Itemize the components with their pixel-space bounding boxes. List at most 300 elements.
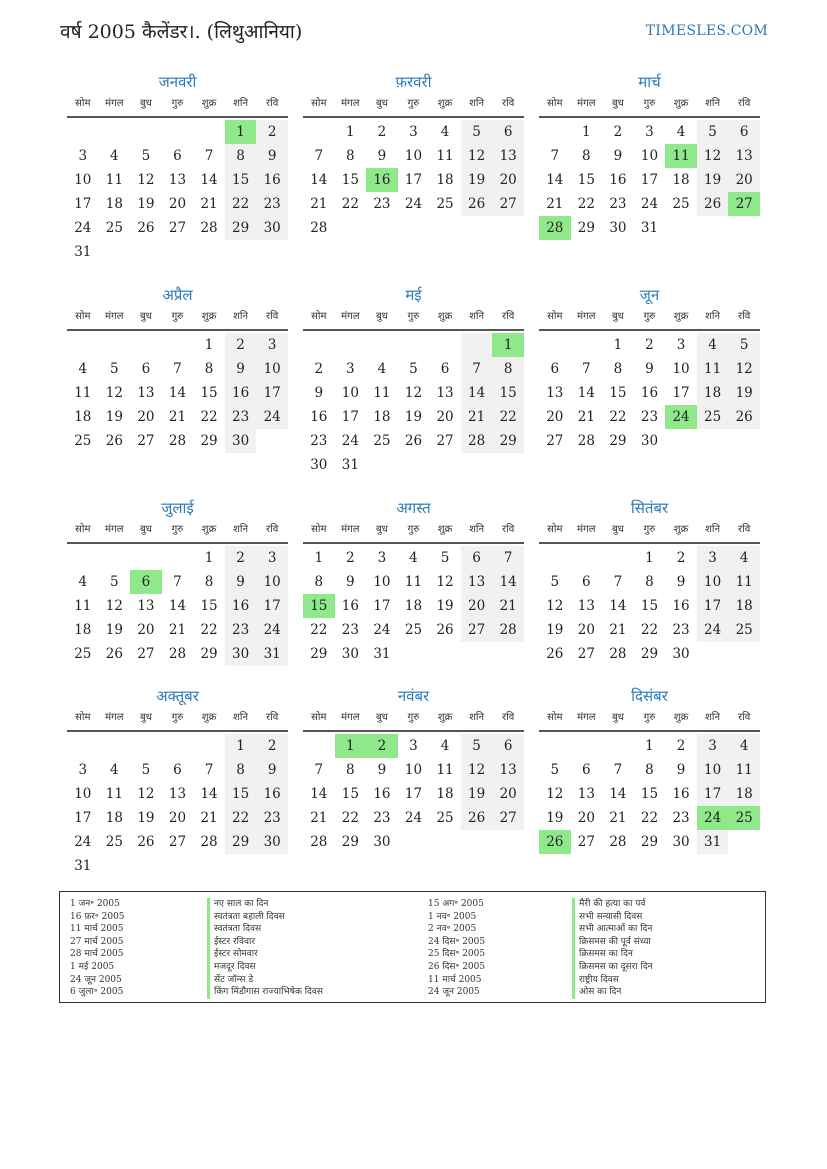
day-cell[interactable]: 12 (728, 357, 760, 381)
day-cell[interactable]: 3 (409, 124, 418, 140)
day-cell[interactable]: 23 (640, 409, 659, 425)
day-cell[interactable]: 25 (728, 618, 760, 642)
day-cell[interactable]: 19 (137, 810, 155, 826)
day-cell[interactable]: 2 (676, 550, 686, 566)
day-cell[interactable]: 18 (728, 594, 760, 618)
day-cell[interactable]: 29 (225, 216, 257, 240)
day-cell[interactable]: 10 (404, 762, 423, 778)
day-cell[interactable]: 3 (78, 762, 88, 778)
day-cell[interactable]: 17 (74, 196, 92, 212)
day-cell[interactable]: 4 (110, 762, 119, 778)
day-cell[interactable]: 14 (546, 172, 564, 188)
day-cell[interactable]: 16 (366, 168, 398, 192)
day-cell[interactable]: 1 (225, 734, 257, 758)
day-cell[interactable]: 15 (303, 594, 335, 618)
day-cell[interactable]: 20 (577, 622, 595, 638)
day-cell[interactable]: 22 (225, 806, 257, 830)
day-cell[interactable]: 11 (373, 385, 391, 401)
day-cell[interactable]: 1 (346, 124, 355, 140)
day-cell[interactable]: 27 (492, 806, 524, 830)
day-cell[interactable]: 27 (137, 433, 155, 449)
day-cell[interactable]: 6 (582, 762, 591, 778)
day-cell[interactable]: 3 (346, 361, 355, 377)
day-cell[interactable]: 7 (613, 762, 623, 778)
day-cell[interactable]: 9 (645, 361, 654, 377)
day-cell[interactable]: 4 (728, 546, 760, 570)
day-cell[interactable]: 27 (137, 646, 155, 662)
day-cell[interactable]: 21 (461, 405, 493, 429)
day-cell[interactable]: 10 (697, 758, 729, 782)
day-cell[interactable]: 2 (225, 333, 257, 357)
day-cell[interactable]: 12 (404, 385, 423, 401)
day-cell[interactable]: 16 (341, 598, 359, 614)
day-cell[interactable]: 17 (672, 385, 690, 401)
day-cell[interactable]: 12 (546, 786, 564, 802)
day-cell[interactable]: 5 (550, 762, 560, 778)
day-cell[interactable]: 9 (377, 762, 387, 778)
day-cell[interactable]: 5 (110, 574, 119, 590)
day-cell[interactable]: 5 (440, 550, 450, 566)
day-cell[interactable]: 28 (609, 834, 627, 850)
day-cell[interactable]: 25 (436, 196, 454, 212)
day-cell[interactable]: 29 (200, 433, 218, 449)
day-cell[interactable]: 4 (78, 361, 88, 377)
day-cell[interactable]: 5 (697, 120, 729, 144)
day-cell[interactable]: 14 (577, 385, 595, 401)
day-cell[interactable]: 29 (310, 646, 328, 662)
day-cell[interactable]: 18 (436, 172, 454, 188)
day-cell[interactable]: 31 (640, 220, 659, 236)
day-cell[interactable]: 4 (440, 738, 450, 754)
day-cell[interactable]: 18 (373, 409, 391, 425)
day-cell[interactable]: 23 (225, 618, 257, 642)
day-cell[interactable]: 23 (256, 806, 288, 830)
day-cell[interactable]: 28 (609, 646, 627, 662)
day-cell[interactable]: 26 (546, 646, 564, 662)
day-cell[interactable]: 13 (137, 598, 155, 614)
day-cell[interactable]: 11 (697, 357, 729, 381)
day-cell[interactable]: 4 (440, 124, 450, 140)
day-cell[interactable]: 28 (539, 216, 571, 240)
day-cell[interactable]: 18 (105, 196, 123, 212)
day-cell[interactable]: 31 (74, 244, 92, 260)
day-cell[interactable]: 7 (492, 546, 524, 570)
day-cell[interactable]: 6 (582, 574, 591, 590)
day-cell[interactable]: 4 (728, 734, 760, 758)
day-cell[interactable]: 19 (436, 598, 454, 614)
day-cell[interactable]: 9 (676, 574, 686, 590)
day-cell[interactable]: 1 (335, 734, 367, 758)
day-cell[interactable]: 31 (373, 646, 391, 662)
day-cell[interactable]: 29 (341, 834, 359, 850)
day-cell[interactable]: 16 (225, 381, 257, 405)
day-cell[interactable]: 27 (461, 618, 493, 642)
day-cell[interactable]: 19 (461, 782, 493, 806)
day-cell[interactable]: 13 (577, 598, 595, 614)
day-cell[interactable]: 15 (609, 385, 627, 401)
day-cell[interactable]: 26 (436, 622, 454, 638)
day-cell[interactable]: 2 (256, 734, 288, 758)
day-cell[interactable]: 3 (645, 124, 654, 140)
day-cell[interactable]: 26 (137, 834, 155, 850)
day-cell[interactable]: 28 (310, 834, 328, 850)
day-cell[interactable]: 15 (640, 786, 659, 802)
day-cell[interactable]: 22 (577, 196, 595, 212)
day-cell[interactable]: 5 (141, 762, 151, 778)
day-cell[interactable]: 27 (436, 433, 454, 449)
day-cell[interactable]: 2 (225, 546, 257, 570)
day-cell[interactable]: 18 (697, 381, 729, 405)
day-cell[interactable]: 9 (256, 144, 288, 168)
day-cell[interactable]: 23 (225, 405, 257, 429)
day-cell[interactable]: 11 (665, 144, 697, 168)
day-cell[interactable]: 26 (461, 192, 493, 216)
day-cell[interactable]: 2 (613, 124, 623, 140)
day-cell[interactable]: 14 (461, 381, 493, 405)
day-cell[interactable]: 1 (645, 738, 654, 754)
day-cell[interactable]: 20 (577, 810, 595, 826)
day-cell[interactable]: 24 (665, 405, 697, 429)
day-cell[interactable]: 19 (137, 196, 155, 212)
day-cell[interactable]: 31 (697, 830, 729, 854)
day-cell[interactable]: 21 (609, 810, 627, 826)
day-cell[interactable]: 9 (314, 385, 324, 401)
day-cell[interactable]: 22 (200, 622, 218, 638)
day-cell[interactable]: 1 (314, 550, 324, 566)
day-cell[interactable]: 30 (609, 220, 627, 236)
day-cell[interactable]: 26 (137, 220, 155, 236)
day-cell[interactable]: 10 (74, 172, 92, 188)
day-cell[interactable]: 18 (728, 782, 760, 806)
day-cell[interactable]: 23 (609, 196, 627, 212)
day-cell[interactable]: 21 (310, 810, 328, 826)
day-cell[interactable]: 24 (256, 405, 288, 429)
day-cell[interactable]: 28 (577, 433, 595, 449)
day-cell[interactable]: 30 (672, 834, 690, 850)
day-cell[interactable]: 29 (492, 429, 524, 453)
day-cell[interactable]: 1 (613, 337, 623, 353)
day-cell[interactable]: 9 (346, 574, 355, 590)
day-cell[interactable]: 18 (105, 810, 123, 826)
day-cell[interactable]: 28 (200, 834, 218, 850)
day-cell[interactable]: 23 (310, 433, 328, 449)
day-cell[interactable]: 11 (404, 574, 423, 590)
day-cell[interactable]: 18 (404, 598, 423, 614)
day-cell[interactable]: 11 (74, 385, 92, 401)
day-cell[interactable]: 8 (225, 758, 257, 782)
day-cell[interactable]: 1 (204, 337, 214, 353)
day-cell[interactable]: 9 (613, 148, 623, 164)
day-cell[interactable]: 14 (609, 598, 627, 614)
day-cell[interactable]: 4 (78, 574, 88, 590)
day-cell[interactable]: 19 (546, 810, 564, 826)
day-cell[interactable]: 23 (373, 810, 391, 826)
day-cell[interactable]: 27 (577, 834, 595, 850)
day-cell[interactable]: 13 (492, 144, 524, 168)
day-cell[interactable]: 21 (168, 622, 187, 638)
day-cell[interactable]: 8 (613, 361, 623, 377)
day-cell[interactable]: 19 (546, 622, 564, 638)
day-cell[interactable]: 7 (461, 357, 493, 381)
day-cell[interactable]: 16 (256, 782, 288, 806)
brand-link[interactable]: TIMESLES.COM (645, 23, 768, 39)
day-cell[interactable]: 8 (204, 361, 214, 377)
day-cell[interactable]: 12 (436, 574, 454, 590)
day-cell[interactable]: 15 (577, 172, 595, 188)
day-cell[interactable]: 21 (200, 196, 218, 212)
day-cell[interactable]: 19 (728, 381, 760, 405)
day-cell[interactable]: 22 (200, 409, 218, 425)
day-cell[interactable]: 25 (74, 433, 92, 449)
day-cell[interactable]: 11 (436, 762, 454, 778)
day-cell[interactable]: 15 (341, 172, 359, 188)
day-cell[interactable]: 7 (314, 762, 324, 778)
day-cell[interactable]: 29 (225, 830, 257, 854)
day-cell[interactable]: 12 (461, 144, 493, 168)
day-cell[interactable]: 3 (377, 550, 387, 566)
day-cell[interactable]: 12 (137, 786, 155, 802)
day-cell[interactable]: 3 (697, 734, 729, 758)
day-cell[interactable]: 10 (256, 357, 288, 381)
day-cell[interactable]: 25 (105, 220, 123, 236)
day-cell[interactable]: 29 (640, 834, 659, 850)
day-cell[interactable]: 9 (676, 762, 686, 778)
day-cell[interactable]: 11 (436, 148, 454, 164)
day-cell[interactable]: 24 (640, 196, 659, 212)
day-cell[interactable]: 13 (436, 385, 454, 401)
day-cell[interactable]: 21 (310, 196, 328, 212)
day-cell[interactable]: 21 (609, 622, 627, 638)
day-cell[interactable]: 12 (105, 385, 123, 401)
day-cell[interactable]: 11 (728, 758, 760, 782)
day-cell[interactable]: 5 (409, 361, 418, 377)
day-cell[interactable]: 6 (550, 361, 560, 377)
day-cell[interactable]: 5 (461, 734, 493, 758)
day-cell[interactable]: 20 (546, 409, 564, 425)
day-cell[interactable]: 26 (697, 192, 729, 216)
day-cell[interactable]: 26 (105, 646, 123, 662)
day-cell[interactable]: 1 (204, 550, 214, 566)
day-cell[interactable]: 24 (404, 196, 423, 212)
day-cell[interactable]: 14 (310, 786, 328, 802)
day-cell[interactable]: 22 (310, 622, 328, 638)
day-cell[interactable]: 28 (461, 429, 493, 453)
day-cell[interactable]: 9 (377, 148, 387, 164)
day-cell[interactable]: 22 (492, 405, 524, 429)
day-cell[interactable]: 27 (728, 192, 760, 216)
day-cell[interactable]: 5 (461, 120, 493, 144)
day-cell[interactable]: 2 (377, 124, 387, 140)
day-cell[interactable]: 20 (436, 409, 454, 425)
day-cell[interactable]: 19 (105, 622, 123, 638)
day-cell[interactable]: 15 (225, 782, 257, 806)
day-cell[interactable]: 13 (546, 385, 564, 401)
day-cell[interactable]: 14 (168, 385, 187, 401)
day-cell[interactable]: 27 (492, 192, 524, 216)
day-cell[interactable]: 16 (672, 598, 690, 614)
day-cell[interactable]: 24 (697, 806, 729, 830)
day-cell[interactable]: 14 (609, 786, 627, 802)
day-cell[interactable]: 8 (645, 762, 654, 778)
day-cell[interactable]: 15 (225, 168, 257, 192)
day-cell[interactable]: 2 (645, 337, 654, 353)
day-cell[interactable]: 27 (168, 220, 187, 236)
day-cell[interactable]: 22 (640, 810, 659, 826)
day-cell[interactable]: 25 (105, 834, 123, 850)
day-cell[interactable]: 30 (256, 216, 288, 240)
day-cell[interactable]: 2 (676, 738, 686, 754)
day-cell[interactable]: 29 (200, 646, 218, 662)
day-cell[interactable]: 15 (200, 385, 218, 401)
day-cell[interactable]: 26 (539, 830, 571, 854)
day-cell[interactable]: 29 (609, 433, 627, 449)
day-cell[interactable]: 17 (697, 782, 729, 806)
day-cell[interactable]: 27 (546, 433, 564, 449)
day-cell[interactable]: 24 (404, 810, 423, 826)
day-cell[interactable]: 31 (341, 457, 359, 473)
day-cell[interactable]: 3 (697, 546, 729, 570)
day-cell[interactable]: 25 (697, 405, 729, 429)
day-cell[interactable]: 22 (640, 622, 659, 638)
day-cell[interactable]: 18 (436, 786, 454, 802)
day-cell[interactable]: 10 (672, 361, 690, 377)
day-cell[interactable]: 19 (697, 168, 729, 192)
day-cell[interactable]: 12 (546, 598, 564, 614)
day-cell[interactable]: 10 (404, 148, 423, 164)
day-cell[interactable]: 27 (168, 834, 187, 850)
day-cell[interactable]: 25 (672, 196, 690, 212)
day-cell[interactable]: 25 (728, 806, 760, 830)
day-cell[interactable]: 9 (225, 570, 257, 594)
day-cell[interactable]: 15 (200, 598, 218, 614)
day-cell[interactable]: 17 (404, 172, 423, 188)
day-cell[interactable]: 7 (613, 574, 623, 590)
day-cell[interactable]: 13 (492, 758, 524, 782)
day-cell[interactable]: 10 (256, 570, 288, 594)
day-cell[interactable]: 19 (404, 409, 423, 425)
day-cell[interactable]: 6 (492, 120, 524, 144)
day-cell[interactable]: 28 (310, 220, 328, 236)
day-cell[interactable]: 3 (409, 738, 418, 754)
day-cell[interactable]: 16 (672, 786, 690, 802)
day-cell[interactable]: 6 (461, 546, 493, 570)
day-cell[interactable]: 30 (640, 433, 659, 449)
day-cell[interactable]: 19 (105, 409, 123, 425)
day-cell[interactable]: 25 (436, 810, 454, 826)
day-cell[interactable]: 2 (346, 550, 355, 566)
day-cell[interactable]: 17 (404, 786, 423, 802)
day-cell[interactable]: 1 (582, 124, 591, 140)
day-cell[interactable]: 9 (256, 758, 288, 782)
day-cell[interactable]: 9 (225, 357, 257, 381)
day-cell[interactable]: 4 (409, 550, 418, 566)
day-cell[interactable]: 13 (137, 385, 155, 401)
day-cell[interactable]: 30 (256, 830, 288, 854)
day-cell[interactable]: 30 (225, 429, 257, 453)
day-cell[interactable]: 22 (341, 196, 359, 212)
day-cell[interactable]: 31 (74, 858, 92, 874)
day-cell[interactable]: 5 (728, 333, 760, 357)
day-cell[interactable]: 15 (341, 786, 359, 802)
day-cell[interactable]: 26 (105, 433, 123, 449)
day-cell[interactable]: 27 (577, 646, 595, 662)
day-cell[interactable]: 5 (110, 361, 119, 377)
day-cell[interactable]: 24 (74, 220, 92, 236)
day-cell[interactable]: 7 (550, 148, 560, 164)
day-cell[interactable]: 4 (697, 333, 729, 357)
day-cell[interactable]: 21 (577, 409, 595, 425)
day-cell[interactable]: 14 (492, 570, 524, 594)
day-cell[interactable]: 20 (168, 810, 187, 826)
day-cell[interactable]: 17 (256, 594, 288, 618)
day-cell[interactable]: 28 (168, 433, 187, 449)
day-cell[interactable]: 13 (168, 786, 187, 802)
day-cell[interactable]: 10 (341, 385, 359, 401)
day-cell[interactable]: 5 (550, 574, 560, 590)
day-cell[interactable]: 13 (461, 570, 493, 594)
day-cell[interactable]: 4 (377, 361, 387, 377)
day-cell[interactable]: 8 (492, 357, 524, 381)
day-cell[interactable]: 24 (697, 618, 729, 642)
day-cell[interactable]: 6 (728, 120, 760, 144)
day-cell[interactable]: 20 (168, 196, 187, 212)
day-cell[interactable]: 6 (141, 361, 151, 377)
day-cell[interactable]: 20 (728, 168, 760, 192)
day-cell[interactable]: 26 (461, 806, 493, 830)
day-cell[interactable]: 14 (310, 172, 328, 188)
day-cell[interactable]: 16 (310, 409, 328, 425)
day-cell[interactable]: 25 (74, 646, 92, 662)
day-cell[interactable]: 26 (404, 433, 423, 449)
day-cell[interactable]: 8 (582, 148, 591, 164)
day-cell[interactable]: 1 (225, 120, 257, 144)
day-cell[interactable]: 14 (200, 786, 218, 802)
day-cell[interactable]: 20 (461, 594, 493, 618)
day-cell[interactable]: 3 (78, 148, 88, 164)
day-cell[interactable]: 22 (341, 810, 359, 826)
day-cell[interactable]: 16 (256, 168, 288, 192)
day-cell[interactable]: 28 (492, 618, 524, 642)
day-cell[interactable]: 7 (204, 762, 214, 778)
day-cell[interactable]: 20 (492, 168, 524, 192)
day-cell[interactable]: 23 (672, 810, 690, 826)
day-cell[interactable]: 23 (672, 622, 690, 638)
day-cell[interactable]: 12 (461, 758, 493, 782)
day-cell[interactable]: 17 (640, 172, 659, 188)
day-cell[interactable]: 11 (728, 570, 760, 594)
day-cell[interactable]: 16 (373, 786, 391, 802)
day-cell[interactable]: 3 (256, 546, 288, 570)
day-cell[interactable]: 30 (672, 646, 690, 662)
day-cell[interactable]: 8 (314, 574, 324, 590)
day-cell[interactable]: 24 (373, 622, 391, 638)
day-cell[interactable]: 26 (728, 405, 760, 429)
day-cell[interactable]: 30 (225, 642, 257, 666)
day-cell[interactable]: 6 (440, 361, 450, 377)
day-cell[interactable]: 12 (105, 598, 123, 614)
day-cell[interactable]: 10 (697, 570, 729, 594)
day-cell[interactable]: 8 (346, 148, 355, 164)
day-cell[interactable]: 28 (200, 220, 218, 236)
day-cell[interactable]: 22 (609, 409, 627, 425)
day-cell[interactable]: 25 (373, 433, 391, 449)
day-cell[interactable]: 29 (640, 646, 659, 662)
day-cell[interactable]: 2 (366, 734, 398, 758)
day-cell[interactable]: 16 (225, 594, 257, 618)
day-cell[interactable]: 5 (141, 148, 151, 164)
day-cell[interactable]: 29 (577, 220, 595, 236)
day-cell[interactable]: 4 (676, 124, 686, 140)
